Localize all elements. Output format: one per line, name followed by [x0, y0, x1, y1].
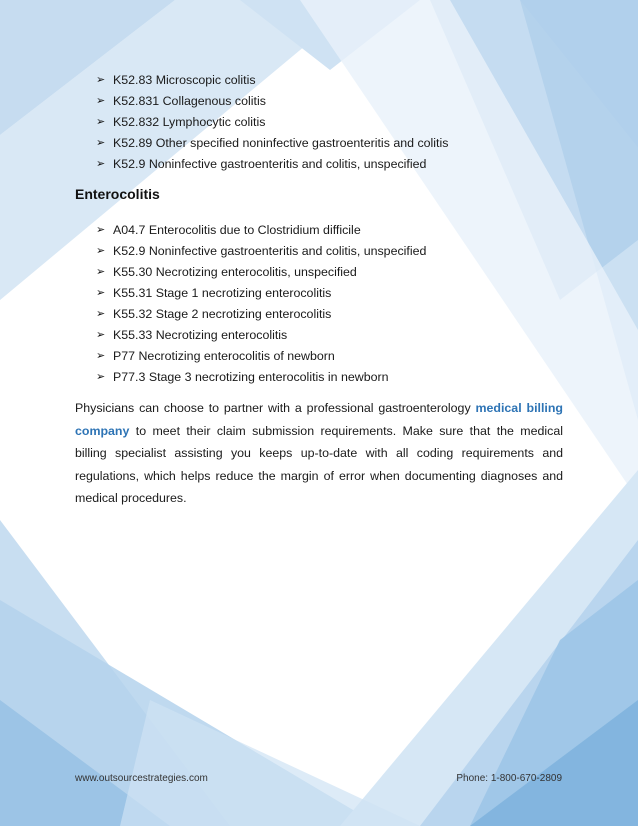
arrow-bullet-icon: ➢ [96, 329, 106, 341]
footer-website: www.outsourcestrategies.com [75, 773, 208, 784]
list-item [96, 220, 426, 241]
arrow-bullet-icon: ➢ [96, 116, 106, 128]
paragraph-text-end: to meet their claim submission requirements. Make sure that the medical billing specialist assisting you keeps up-to-date with all coding requirements and regulations, which helps reduce the margin of error when documenting diagnoses and medical procedures. [75, 423, 563, 505]
arrow-bullet-icon: ➢ [96, 266, 106, 278]
billing-paragraph [75, 397, 563, 510]
list-item [96, 133, 448, 154]
list-item [96, 262, 426, 283]
list-item-text: K52.9 Noninfective gastroenteritis and colitis, unspecified [113, 244, 427, 258]
enterocolitis-code-list [96, 220, 426, 388]
list-item [96, 283, 426, 304]
list-item-text: K52.89 Other specified noninfective gastroenteritis and colitis [113, 136, 449, 150]
list-item [96, 112, 448, 133]
list-item [96, 241, 426, 262]
list-item-text: K52.83 Microscopic colitis [113, 73, 256, 87]
list-item-text: K55.30 Necrotizing enterocolitis, unspecified [113, 265, 357, 279]
arrow-bullet-icon: ➢ [96, 137, 106, 149]
arrow-bullet-icon: ➢ [96, 158, 106, 170]
arrow-bullet-icon: ➢ [96, 74, 106, 86]
footer-phone: Phone: 1-800-670-2809 [456, 773, 562, 784]
arrow-bullet-icon: ➢ [96, 287, 106, 299]
colitis-code-list [96, 70, 448, 175]
paragraph-text-start: Physicians can choose to partner with a professional gastroenterology [75, 401, 476, 415]
arrow-bullet-icon: ➢ [96, 224, 106, 236]
list-item [96, 325, 426, 346]
list-item [96, 154, 448, 175]
list-item [96, 367, 426, 388]
list-item-text: P77.3 Stage 3 necrotizing enterocolitis in newborn [113, 370, 389, 384]
list-item-text: K55.33 Necrotizing enterocolitis [113, 328, 288, 342]
list-item-text: K55.32 Stage 2 necrotizing enterocolitis [113, 307, 332, 321]
arrow-bullet-icon: ➢ [96, 245, 106, 257]
arrow-bullet-icon: ➢ [96, 371, 106, 383]
list-item [96, 91, 448, 112]
list-item-text: K52.831 Collagenous colitis [113, 94, 266, 108]
list-item-text: A04.7 Enterocolitis due to Clostridium difficile [113, 223, 361, 237]
list-item [96, 346, 426, 367]
list-item-text: K52.832 Lymphocytic colitis [113, 115, 266, 129]
arrow-bullet-icon: ➢ [96, 308, 106, 320]
list-item-text: K52.9 Noninfective gastroenteritis and colitis, unspecified [113, 157, 427, 171]
arrow-bullet-icon: ➢ [96, 95, 106, 107]
list-item [96, 70, 448, 91]
arrow-bullet-icon: ➢ [96, 350, 106, 362]
list-item [96, 304, 426, 325]
section-heading-enterocolitis: Enterocolitis [75, 186, 160, 202]
list-item-text: P77 Necrotizing enterocolitis of newborn [113, 349, 335, 363]
medical-billing-company-link[interactable]: medical billing company [75, 401, 563, 438]
list-item-text: K55.31 Stage 1 necrotizing enterocolitis [113, 286, 332, 300]
